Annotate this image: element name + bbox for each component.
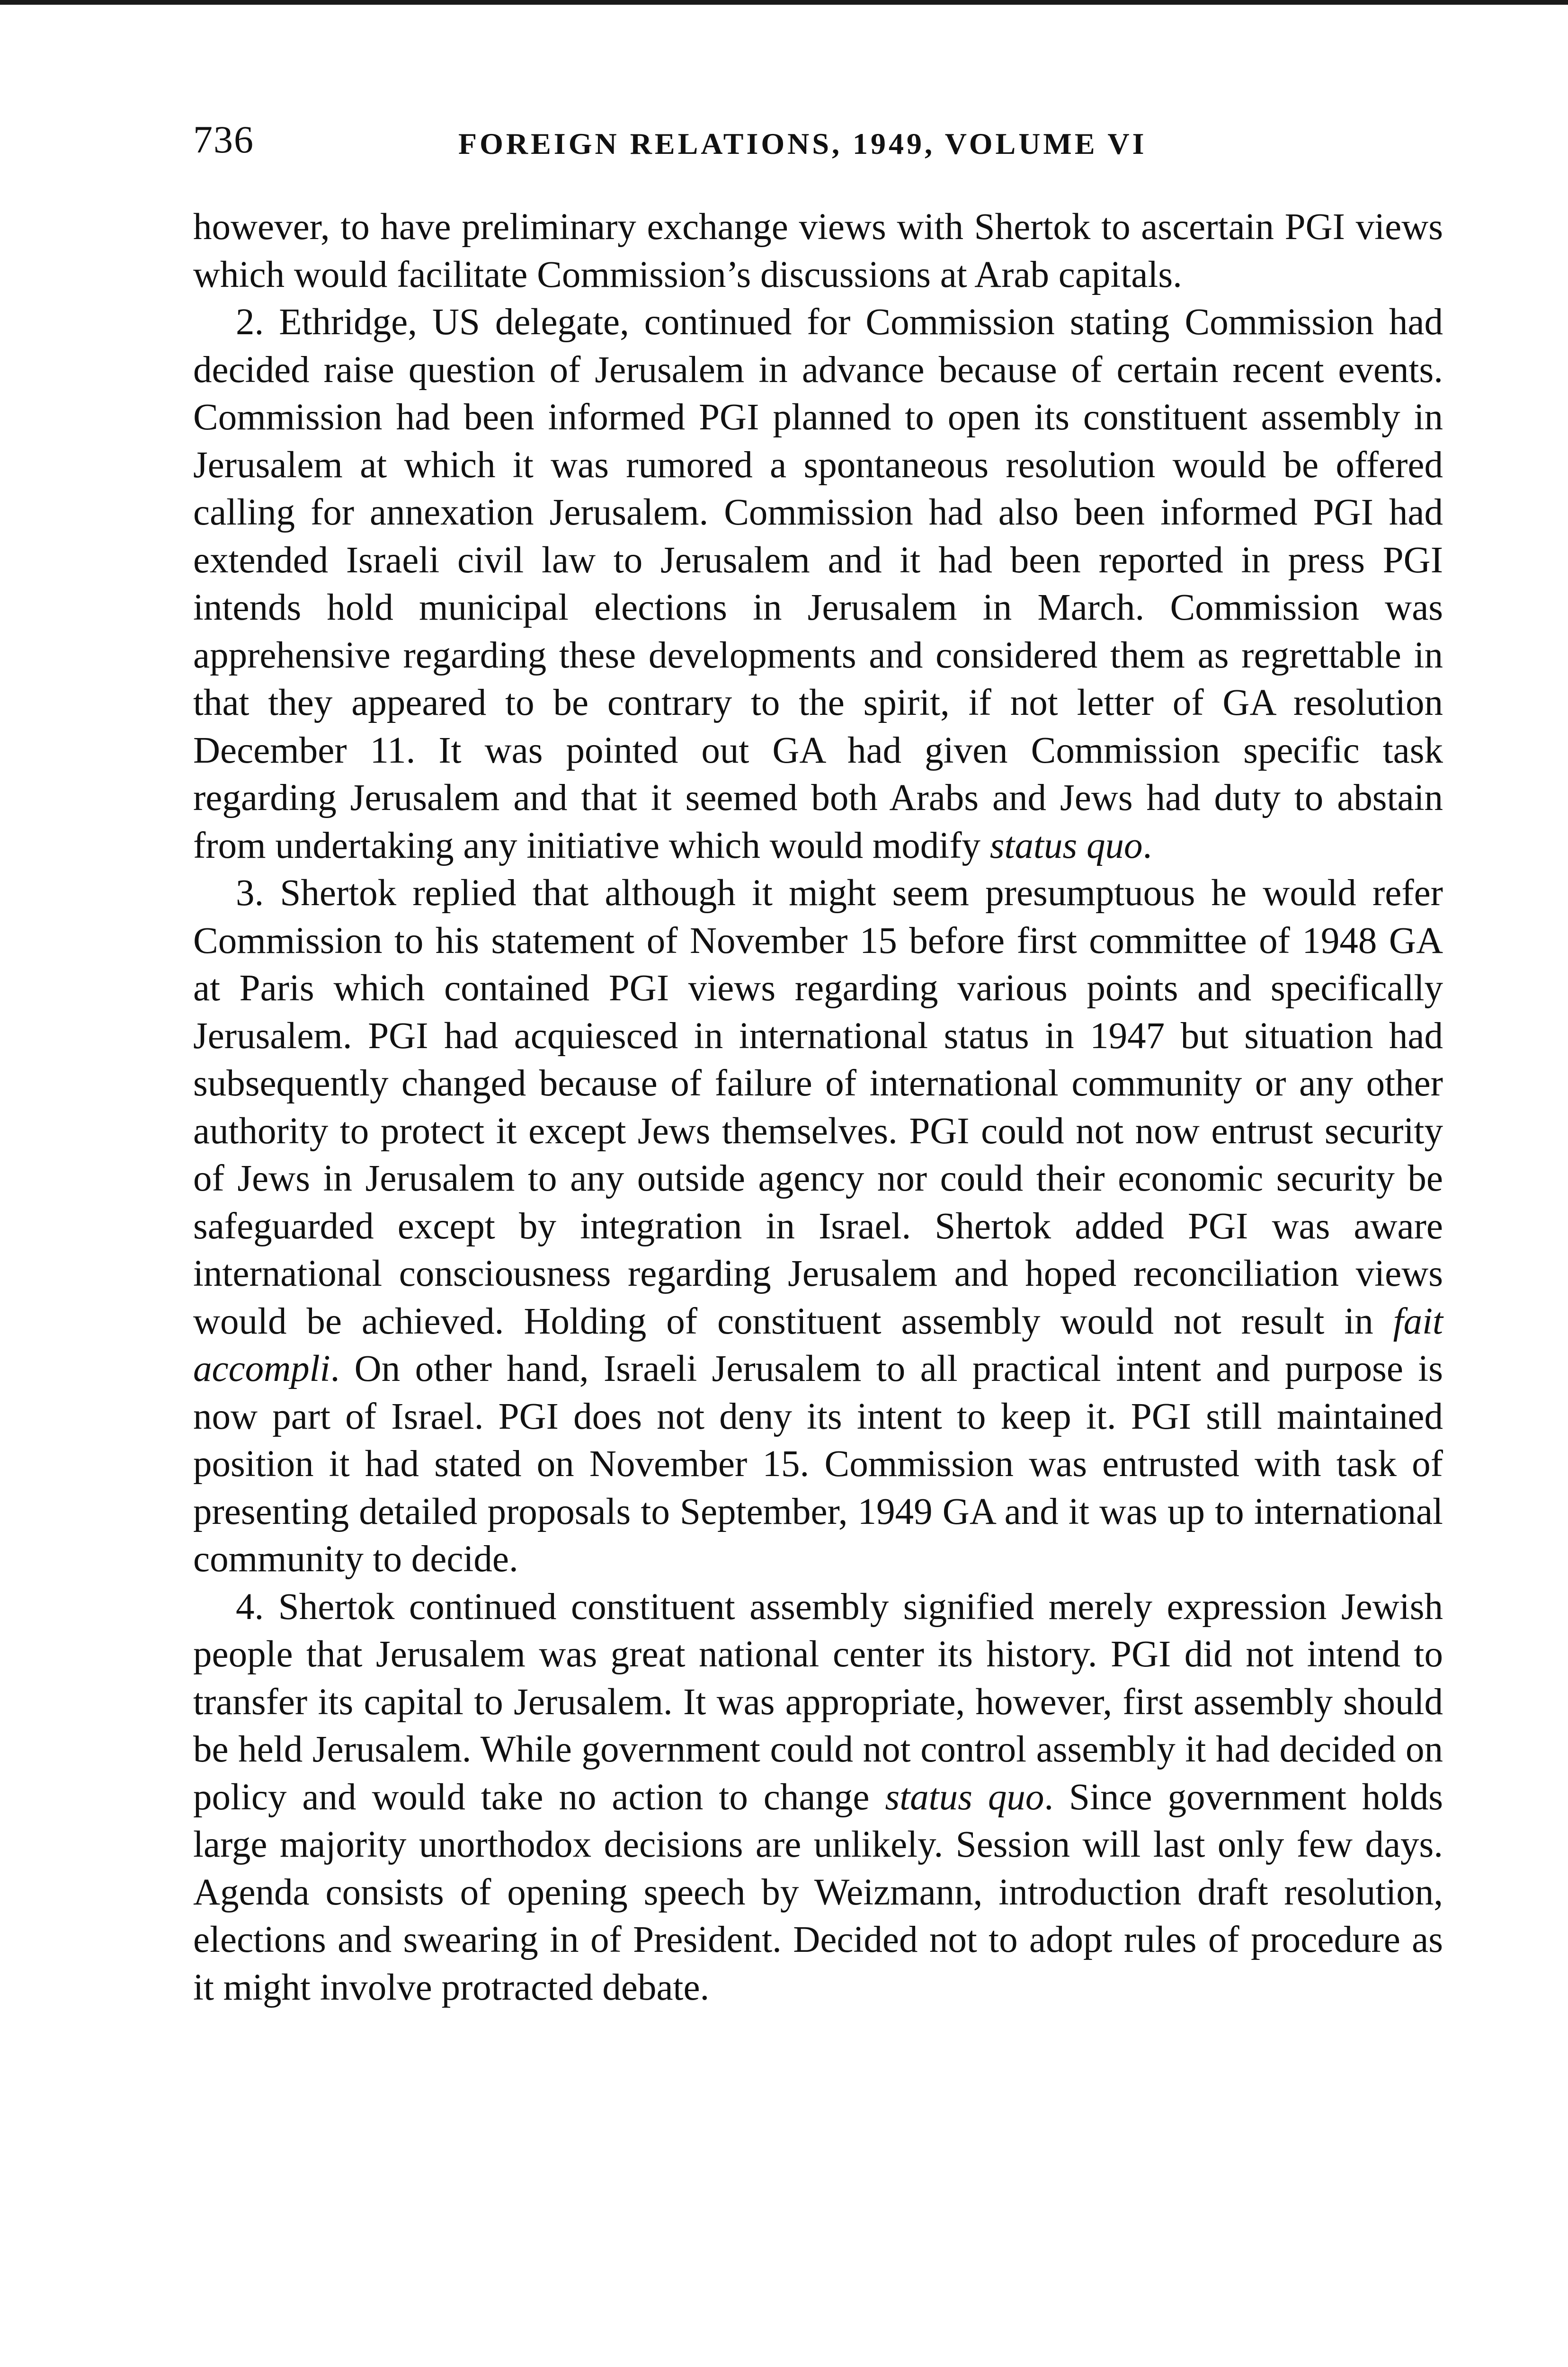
paragraph-3 bbox=[193, 870, 1443, 1584]
paragraph-text-after: . On other hand, Israeli Jerusalem to all practical intent and purpose is now part of Israel. PGI does not deny its intent to keep it. PGI still maintained position it had stated on November 15. Commission was entrusted with task of presenting detailed proposals to September, 1949 GA and it was up to international community to decide. bbox=[193, 1348, 1443, 1580]
italic-term: status quo bbox=[989, 825, 1143, 866]
paragraph-text: 3. Shertok replied that although it might seem presumptuous he would refer Commission to his statement of November 15 before first committee of 1948 GA at Paris which contained PGI views regarding various points and specifically Jerusalem. PGI had acquiesced in international status in 1947 but situation had subsequently changed because of failure of international community or any other authority to protect it except Jews themselves. PGI could not now entrust security of Jews in Jerusalem to any outside agency nor could their economic security be safeguarded except by integration in Israel. Shertok added PGI was aware international consciousness regarding Jerusalem and hoped reconciliation views would be achieved. Holding of constituent assembly would not result in bbox=[193, 872, 1443, 1342]
paragraph-4 bbox=[193, 1584, 1443, 2012]
running-head: FOREIGN RELATIONS, 1949, VOLUME VI bbox=[458, 127, 1147, 160]
italic-term: fait accompli bbox=[193, 1300, 1443, 1389]
body-text bbox=[193, 204, 1443, 2367]
paragraph-continuation bbox=[193, 204, 1443, 299]
page-header bbox=[193, 114, 1443, 170]
paragraph-text: however, to have preliminary exchange views with Shertok to ascertain PGI views which would facilitate Commission’s discussions at Arab capitals. bbox=[193, 206, 1443, 295]
page-number: 736 bbox=[193, 118, 254, 161]
paragraph-text-after: . bbox=[1142, 825, 1152, 866]
italic-term: status quo bbox=[885, 1776, 1044, 1818]
paragraph-text: 4. Shertok continued constituent assembly signified merely expression Jewish people that Jerusalem was great national center its history. PGI did not intend to transfer its capital to Jerusalem. It was appropriate, however, first assembly should be held Jerusalem. While government could not control assembly it had decided on policy and would take no action to change bbox=[193, 1586, 1443, 1818]
top-scan-border bbox=[0, 0, 1568, 5]
paragraph-text: 2. Ethridge, US delegate, continued for Commission stating Commission had decided raise question of Jerusalem in advance because of certain recent events. Commission had been informed PGI planned to open its constituent assembly in Jerusalem at which it was rumored a spontaneous resolution would be offered calling for annexation Jerusalem. Commission had also been informed PGI had extended Israeli civil law to Jerusalem and it had been reported in press PGI intends hold municipal elections in Jerusalem in March. Commission was apprehensive regarding these developments and considered them as regrettable in that they appeared to be contrary to the spirit, if not letter of GA resolution December 11. It was pointed out GA had given Commission specific task regarding Jerusalem and that it seemed both Arabs and Jews had duty to abstain from undertaking any initiative which would modify bbox=[193, 302, 1443, 866]
paragraph-2 bbox=[193, 299, 1443, 870]
paragraph-text-after: . Since government holds large majority unorthodox decisions are unlikely. Session will last only few days. Agenda consists of opening speech by Weizmann, introduction draft resolution, elections and swearing in of President. Decided not to adopt rules of procedure as it might involve protracted debate. bbox=[193, 1776, 1443, 2008]
